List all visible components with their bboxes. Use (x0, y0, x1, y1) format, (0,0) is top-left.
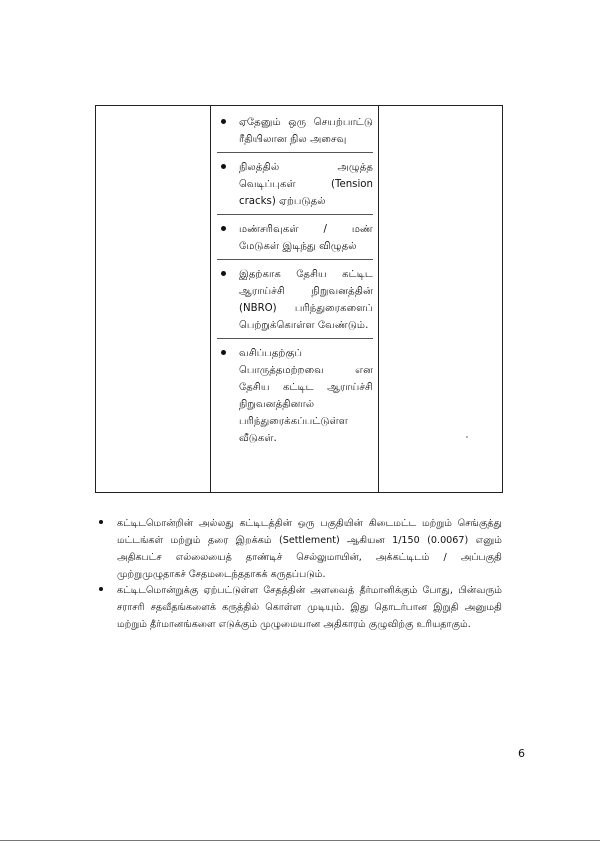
bullet-icon (221, 271, 226, 276)
body-paragraph (117, 582, 502, 633)
divider (217, 259, 373, 260)
divider (217, 152, 373, 153)
table-list-item-text: ஏதேனும் ஒரு செயற்பாட்டு ரீதியிலான நில அசைவு (239, 117, 373, 145)
table-column-divider (378, 106, 379, 492)
bullet-icon (221, 164, 226, 169)
table-column-divider (210, 106, 211, 492)
table-cell-criteria (217, 114, 373, 447)
table-list-item (217, 159, 373, 210)
paragraph-text: கட்டிடமொன்றுக்கு ஏற்பட்டுள்ள சேதத்தின் அளவைத் தீர்மானிக்கும் போது, பின்வரும் சராசரி சதவீதங்களைக் கருத்தில் கொள்ள முடியும். இது தொடர்பான இறுதி அனுமதி மற்றும் தீர்மானங்களை எடுக்கும் முழுமையான அதிகாரம் குழுவிற்கு உரியதாகும். (117, 585, 502, 630)
body-paragraph (117, 515, 502, 583)
paragraph-text: கட்டிடமொன்றின் அல்லது கட்டிடத்தின் ஒரு பகுதியின் கிடைமட்ட மற்றும் செங்குத்து மட்டங்கள் மற்றும் தரை இறக்கம் (Settlement) ஆகியன 1/150 (0.0067) எனும் அதிகபட்ச எல்லையைத் தாண்டிச் செல்லுமாயின், அக்கட்டிடம் / அப்பகுதி முற்றுமுழுதாகச் சேதமடைந்ததாகக் கருதப்படும். (117, 518, 502, 580)
page-number: 6 (518, 747, 525, 760)
bullet-icon (221, 226, 226, 231)
divider (217, 338, 373, 339)
divider (217, 214, 373, 215)
bullet-icon (221, 350, 226, 355)
bullet-icon (99, 587, 103, 591)
scan-speck (466, 436, 468, 438)
table-list-item (217, 345, 373, 447)
bullet-icon (221, 119, 226, 124)
page-bottom-rule (0, 840, 600, 841)
table-list-item-text: மண்சரிவுகள் / மண் மேடுகள் இடிந்து விழுதல் (239, 224, 373, 252)
table-list-item (217, 221, 373, 255)
criteria-table (95, 105, 503, 493)
bullet-icon (99, 520, 103, 524)
table-list-item-text: வசிப்பதற்குப் பொருத்தமற்றவை என தேசிய கட்டிட ஆராய்ச்சி நிறுவனத்தினால் பரிந்துரைக்கப்பட்டுள்ள வீடுகள். (239, 348, 373, 444)
table-list-item (217, 266, 373, 334)
table-list-item-text: நிலத்தில் அழுத்த வெடிப்புகள் (Tension cracks) ஏற்படுதல் (239, 162, 373, 207)
table-list-item-text: இதற்காக தேசிய கட்டிட ஆராய்ச்சி நிறுவனத்தின் (NBRO) பரிந்துரைகளைப் பெற்றுக்கொள்ள வேண்டும். (239, 269, 373, 331)
table-list-item (217, 114, 373, 148)
